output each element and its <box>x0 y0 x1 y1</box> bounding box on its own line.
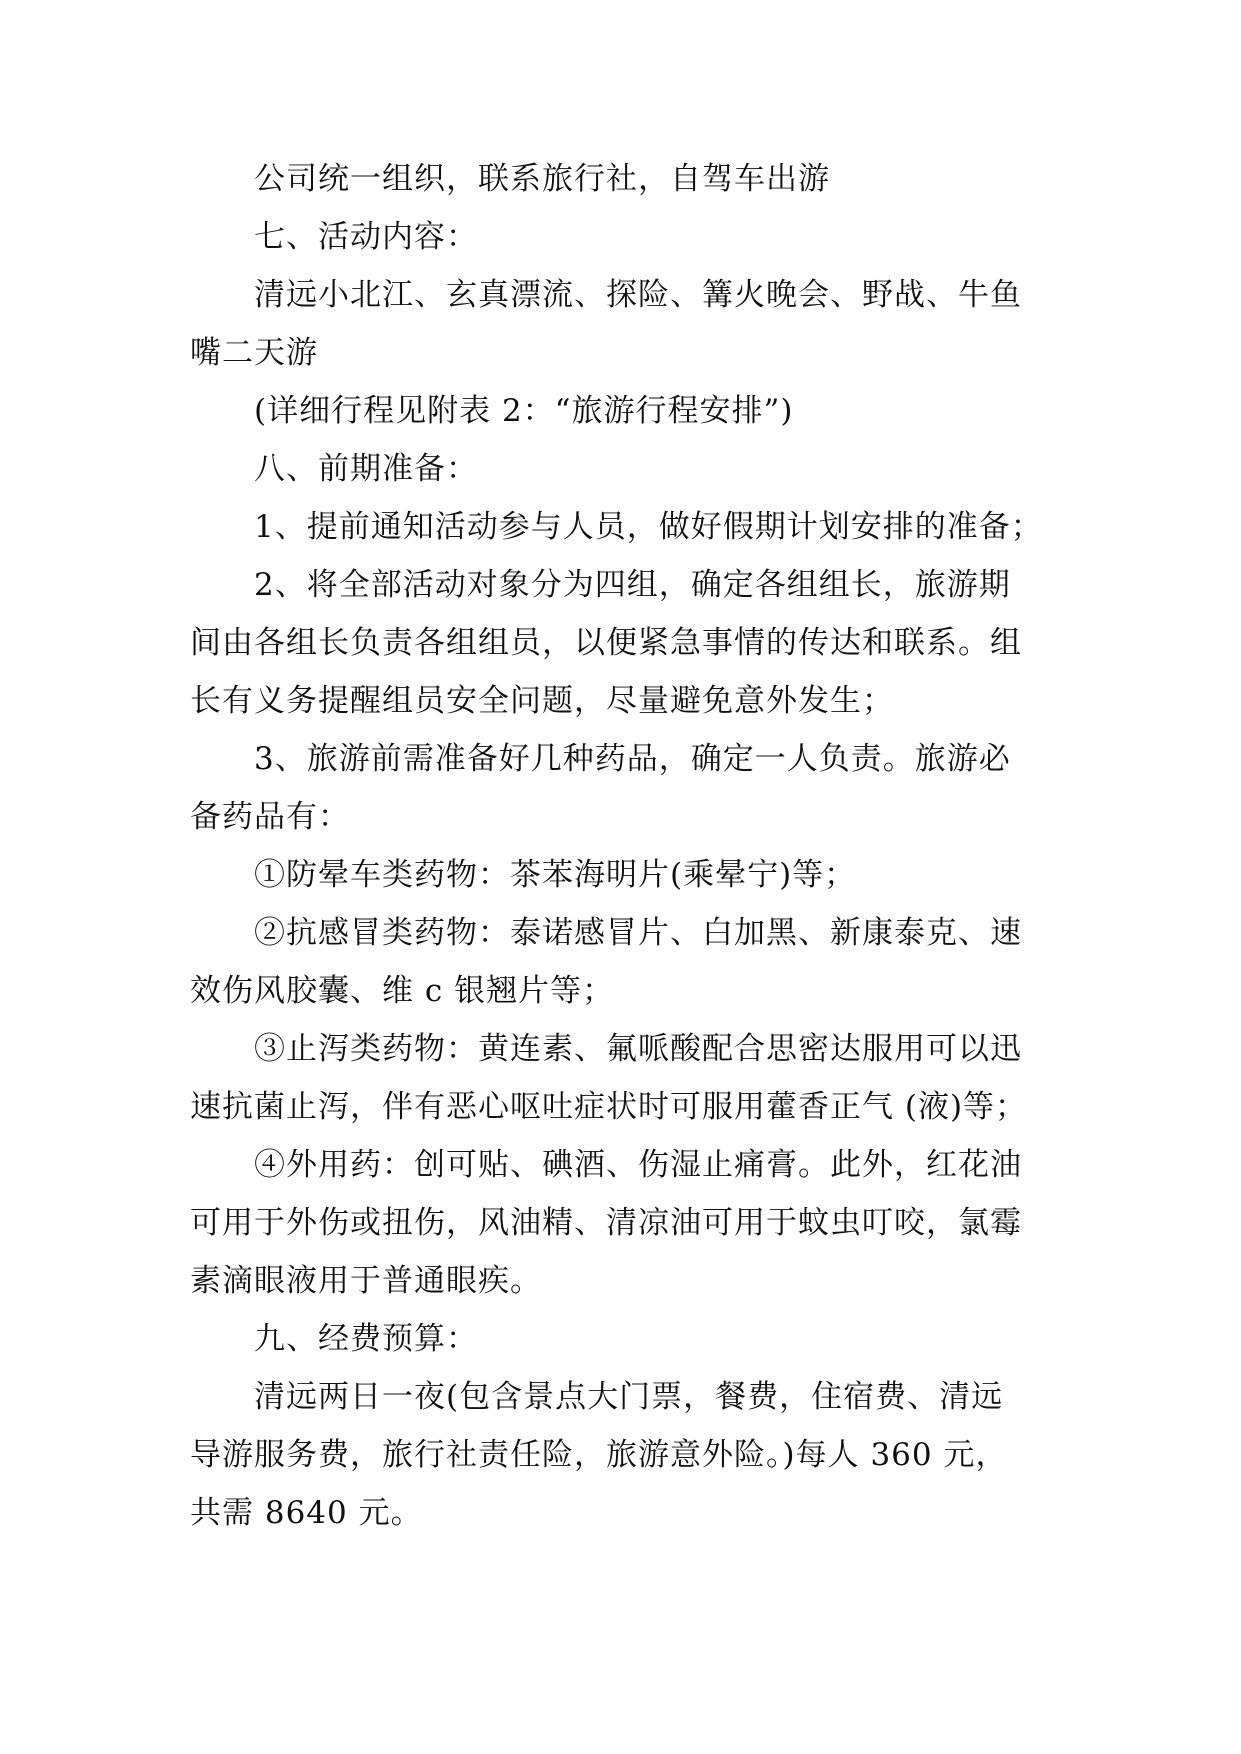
section-heading-preparation: 八、前期准备： <box>254 451 478 487</box>
text-line-budget-total: 共需 8640 元。 <box>190 1495 423 1531</box>
text-line-activity-list-cont: 嘴二天游 <box>190 335 318 371</box>
text-line-prep-item-2-cont2: 长有义务提醒组员安全问题，尽量避免意外发生； <box>190 683 894 719</box>
text-line-activity-list: 清远小北江、玄真漂流、探险、篝火晚会、野战、牛鱼 <box>254 277 1022 313</box>
text-line-medicine-4-cont: 可用于外伤或扭伤，风油精、清凉油可用于蚊虫叮咬，氯霉 <box>190 1205 1022 1241</box>
text-line-budget-cont: 导游服务费，旅行社责任险，旅游意外险。)每人 360 元， <box>190 1437 1008 1473</box>
text-line-medicine-4: ④外用药：创可贴、碘酒、伤湿止痛膏。此外，红花油 <box>254 1147 1022 1183</box>
text-line-medicine-3-cont: 速抗菌止泻，伴有恶心呕吐症状时可服用藿香正气 (液)等； <box>190 1089 1028 1125</box>
text-line-prep-item-2-cont: 间由各组长负责各组组员，以便紧急事情的传达和联系。组 <box>190 625 1022 661</box>
text-line-prep-item-1: 1、提前通知活动参与人员，做好假期计划安排的准备； <box>254 509 1043 545</box>
section-heading-budget: 九、经费预算： <box>254 1321 478 1357</box>
text-line-organization: 公司统一组织，联系旅行社，自驾车出游 <box>254 161 830 197</box>
text-line-prep-item-2: 2、将全部活动对象分为四组，确定各组组长，旅游期 <box>254 567 1011 603</box>
text-line-medicine-4-cont2: 素滴眼液用于普通眼疾。 <box>190 1263 542 1299</box>
text-line-medicine-1: ①防晕车类药物：茶苯海明片(乘晕宁)等； <box>254 857 857 893</box>
text-line-medicine-2-cont: 效伤风胶囊、维 c 银翘片等； <box>190 973 615 1009</box>
text-line-medicine-3: ③止泻类药物：黄连素、氟哌酸配合思密达服用可以迅 <box>254 1031 1022 1067</box>
section-heading-activity-content: 七、活动内容： <box>254 219 478 255</box>
text-line-prep-item-3-cont: 备药品有： <box>190 799 350 835</box>
text-line-medicine-2: ②抗感冒类药物：泰诺感冒片、白加黑、新康泰克、速 <box>254 915 1022 951</box>
text-line-itinerary-note: (详细行程见附表 2：“旅游行程安排”) <box>254 393 794 429</box>
text-line-budget: 清远两日一夜(包含景点大门票，餐费，住宿费、清远 <box>254 1379 1004 1415</box>
document-body <box>190 150 1050 1542</box>
text-line-prep-item-3: 3、旅游前需准备好几种药品，确定一人负责。旅游必 <box>254 741 1011 777</box>
